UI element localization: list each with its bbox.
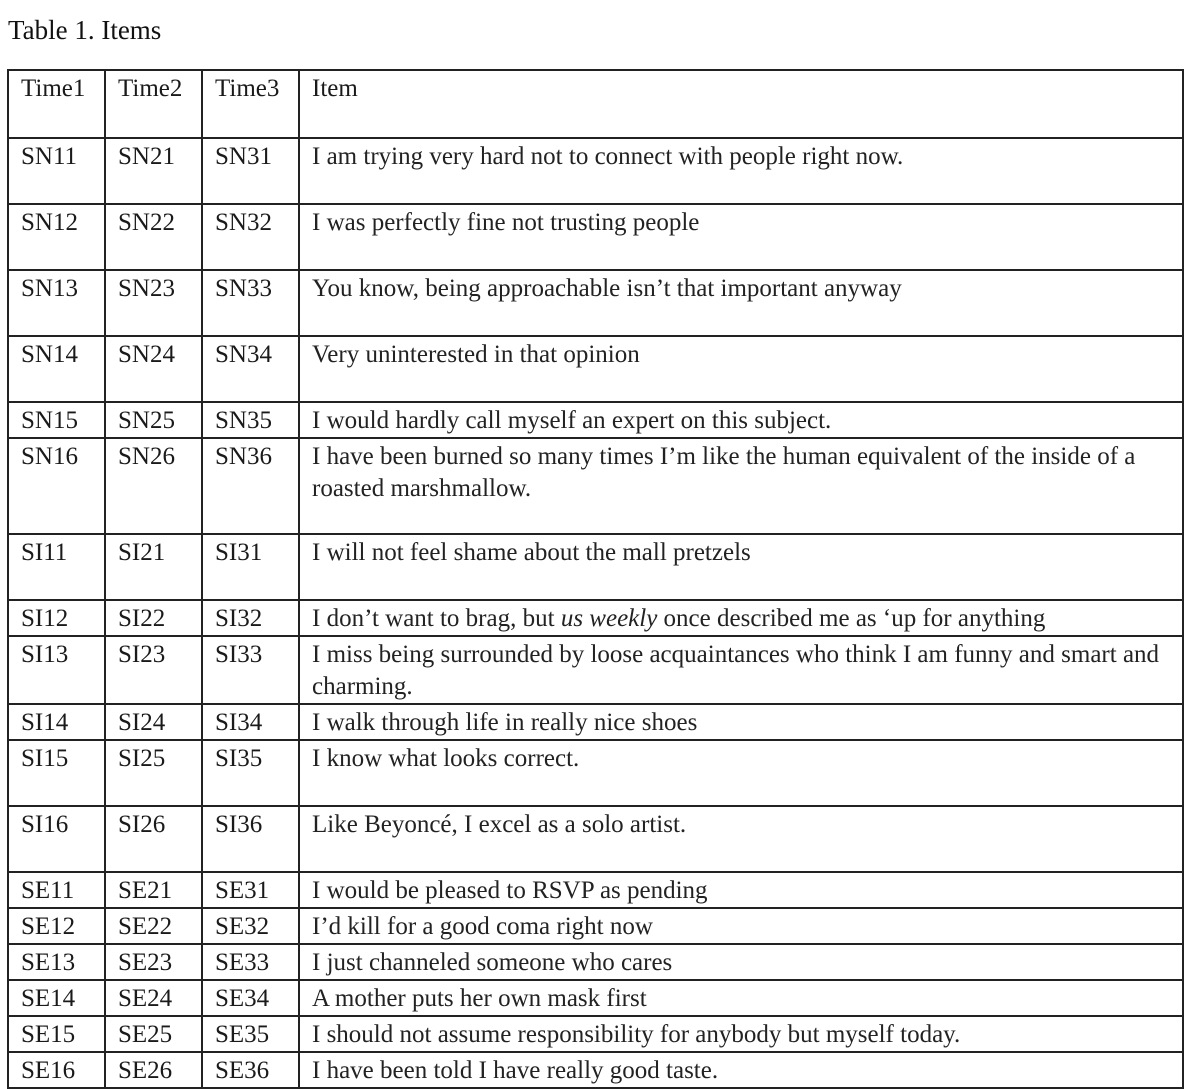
cell-time1: SN13 [8,270,105,336]
header-time2: Time2 [105,70,202,138]
cell-time1: SE12 [8,908,105,944]
table-row [8,438,1183,534]
cell-item: I know what looks correct. [299,740,1183,806]
cell-time3: SN33 [202,270,299,336]
cell-time3: SE33 [202,944,299,980]
cell-item: I am trying very hard not to connect with people right now. [299,138,1183,204]
cell-time1: SN14 [8,336,105,402]
cell-item: A mother puts her own mask first [299,980,1183,1016]
cell-time3: SE31 [202,872,299,908]
cell-time3: SE32 [202,908,299,944]
cell-time1: SE15 [8,1016,105,1052]
cell-time1: SI11 [8,534,105,600]
cell-time1: SI16 [8,806,105,872]
cell-time1: SI13 [8,636,105,704]
table-row [8,336,1183,402]
cell-item: You know, being approachable isn’t that important anyway [299,270,1183,336]
cell-time1: SI12 [8,600,105,636]
cell-time1: SE13 [8,944,105,980]
cell-time3: SE36 [202,1052,299,1088]
table-row [8,600,1183,636]
table-row [8,534,1183,600]
cell-time1: SE16 [8,1052,105,1088]
table-row [8,636,1183,704]
cell-time2: SN21 [105,138,202,204]
cell-time2: SE25 [105,1016,202,1052]
cell-item: I miss being surrounded by loose acquaintances who think I am funny and smart and charming. [299,636,1183,704]
table-row [8,806,1183,872]
cell-item: I was perfectly fine not trusting people [299,204,1183,270]
cell-time3: SI34 [202,704,299,740]
cell-item: I just channeled someone who cares [299,944,1183,980]
cell-time2: SE26 [105,1052,202,1088]
header-time3: Time3 [202,70,299,138]
item-text-pre: I don’t want to brag, but [312,605,561,632]
cell-item [299,600,1183,636]
item-text-post: once described me as ‘up for anything [657,605,1046,632]
cell-time2: SI22 [105,600,202,636]
cell-time1: SE11 [8,872,105,908]
cell-time2: SI24 [105,704,202,740]
cell-time2: SE22 [105,908,202,944]
cell-item: I walk through life in really nice shoes [299,704,1183,740]
cell-item: I have been burned so many times I’m like the human equivalent of the inside of a roasted marshmallow. [299,438,1183,534]
cell-time3: SI32 [202,600,299,636]
item-text-emphasis: us weekly [560,605,658,632]
cell-item: I would hardly call myself an expert on this subject. [299,402,1183,438]
table-row [8,944,1183,980]
cell-time1: SE14 [8,980,105,1016]
cell-item: I would be pleased to RSVP as pending [299,872,1183,908]
table-row [8,402,1183,438]
cell-time2: SI26 [105,806,202,872]
cell-time3: SN34 [202,336,299,402]
cell-time2: SN23 [105,270,202,336]
cell-time3: SI36 [202,806,299,872]
table-row [8,872,1183,908]
cell-time3: SN36 [202,438,299,534]
cell-time3: SI31 [202,534,299,600]
cell-time2: SN24 [105,336,202,402]
cell-time3: SI33 [202,636,299,704]
table-row [8,908,1183,944]
cell-time2: SN26 [105,438,202,534]
header-time1: Time1 [8,70,105,138]
cell-time3: SI35 [202,740,299,806]
cell-item: I’d kill for a good coma right now [299,908,1183,944]
header-item: Item [299,70,1183,138]
cell-time1: SN11 [8,138,105,204]
cell-time2: SN25 [105,402,202,438]
table-row [8,270,1183,336]
cell-time2: SI23 [105,636,202,704]
table-row [8,980,1183,1016]
cell-time1: SI15 [8,740,105,806]
cell-item: Very uninterested in that opinion [299,336,1183,402]
items-table [7,69,1184,1089]
cell-time2: SI21 [105,534,202,600]
table-row [8,1016,1183,1052]
cell-time2: SI25 [105,740,202,806]
cell-time3: SN32 [202,204,299,270]
table-row [8,740,1183,806]
cell-time1: SI14 [8,704,105,740]
cell-item: Like Beyoncé, I excel as a solo artist. [299,806,1183,872]
cell-time3: SE35 [202,1016,299,1052]
cell-item: I will not feel shame about the mall pretzels [299,534,1183,600]
cell-time2: SN22 [105,204,202,270]
table-row [8,138,1183,204]
cell-time2: SE21 [105,872,202,908]
cell-time3: SN31 [202,138,299,204]
cell-time2: SE24 [105,980,202,1016]
cell-item: I have been told I have really good taste. [299,1052,1183,1088]
cell-time2: SE23 [105,944,202,980]
header-row [8,70,1183,138]
table-row [8,704,1183,740]
cell-time1: SN15 [8,402,105,438]
table-caption: Table 1. Items [8,15,162,45]
table-row [8,204,1183,270]
cell-time3: SE34 [202,980,299,1016]
cell-time1: SN12 [8,204,105,270]
cell-item: I should not assume responsibility for anybody but myself today. [299,1016,1183,1052]
cell-time3: SN35 [202,402,299,438]
table-row [8,1052,1183,1088]
cell-time1: SN16 [8,438,105,534]
